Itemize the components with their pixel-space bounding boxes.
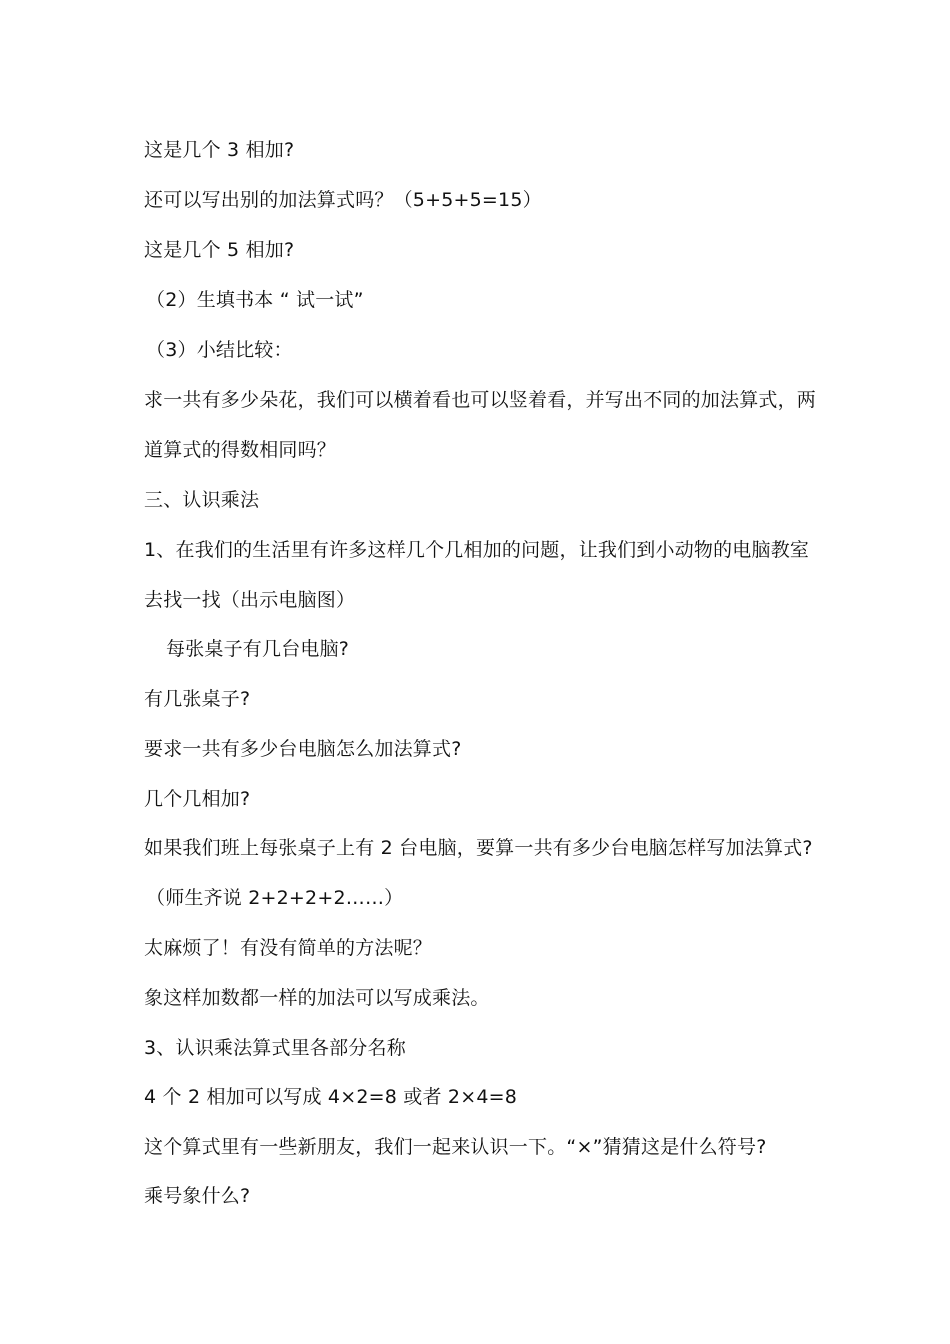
text-line: 几个几相加? xyxy=(144,788,251,810)
text-line: 这是几个 3 相加? xyxy=(144,139,295,161)
text-line: 乘号象什么? xyxy=(144,1185,251,1207)
text-line: （2）生填书本 “ 试一试” xyxy=(146,289,364,311)
text-line: 有几张桌子? xyxy=(144,688,251,710)
section-heading: 三、认识乘法 xyxy=(144,489,260,511)
text-line: 要求一共有多少台电脑怎么加法算式? xyxy=(144,738,462,760)
text-line: 3、认识乘法算式里各部分名称 xyxy=(144,1037,406,1059)
text-line: 如果我们班上每张桌子上有 2 台电脑，要算一共有多少台电脑怎样写加法算式? xyxy=(144,837,813,859)
text-line: 每张桌子有几台电脑? xyxy=(166,638,350,660)
text-line: 1、在我们的生活里有许多这样几个几相加的问题，让我们到小动物的电脑教室 xyxy=(144,539,810,561)
text-line: 去找一找（出示电脑图） xyxy=(144,589,356,611)
text-line: 这是几个 5 相加? xyxy=(144,239,295,261)
text-line: 这个算式里有一些新朋友，我们一起来认识一下。“×”猜猜这是什么符号? xyxy=(144,1136,767,1158)
text-line: （师生齐说 2+2+2+2……） xyxy=(146,887,404,909)
text-line: 还可以写出别的加法算式吗？（5+5+5=15） xyxy=(144,189,542,211)
text-line: 求一共有多少朵花，我们可以横着看也可以竖着看，并写出不同的加法算式，两 xyxy=(144,389,817,411)
text-line: 象这样加数都一样的加法可以写成乘法。 xyxy=(144,987,490,1009)
text-line: （3）小结比较： xyxy=(146,339,293,361)
text-line: 道算式的得数相同吗？ xyxy=(144,439,337,461)
text-line: 4 个 2 相加可以写成 4×2=8 或者 2×4=8 xyxy=(144,1086,518,1108)
text-line: 太麻烦了！有没有简单的方法呢？ xyxy=(144,937,433,959)
